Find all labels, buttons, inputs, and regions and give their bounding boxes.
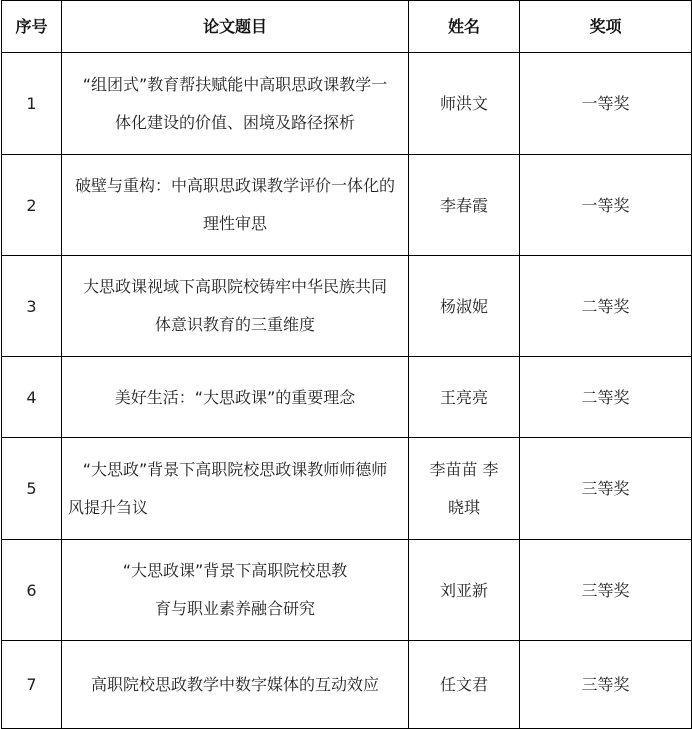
header-award: 奖项 [520, 1, 692, 53]
seq-cell: 1 [2, 53, 62, 155]
name-cell: 杨淑妮 [409, 256, 520, 357]
seq-cell: 6 [2, 540, 62, 641]
seq-cell: 2 [2, 155, 62, 256]
title-cell: 美好生活：“大思政课”的重要理念 [62, 357, 409, 438]
title-cell [62, 540, 409, 641]
seq-cell: 3 [2, 256, 62, 357]
title-cell [62, 438, 409, 540]
title-line: 体化建设的价值、困境及路径探析 [114, 112, 355, 132]
award-cell: 一等奖 [520, 155, 692, 256]
name-cell: 师洪文 [409, 53, 520, 155]
name-cell: 任文君 [409, 641, 520, 729]
name-line: 李苗苗 李 [429, 460, 499, 479]
title-line: 风提升刍议 [68, 497, 149, 517]
name-cell: 李春霞 [409, 155, 520, 256]
header-row [2, 1, 692, 53]
table-row [2, 256, 692, 357]
table-row [2, 540, 692, 641]
award-cell: 三等奖 [520, 540, 692, 641]
table-row [2, 438, 692, 540]
name-cell: 刘亚新 [409, 540, 520, 641]
seq-cell: 4 [2, 357, 62, 438]
header-seq: 序号 [2, 1, 62, 53]
title-cell [62, 256, 409, 357]
name-line: 晓琪 [447, 498, 480, 517]
title-cell [62, 155, 409, 256]
title-cell [62, 53, 409, 155]
award-cell: 二等奖 [520, 256, 692, 357]
award-cell: 三等奖 [520, 641, 692, 729]
award-cell: 二等奖 [520, 357, 692, 438]
title-line: 育与职业素养融合研究 [154, 599, 315, 618]
title-line: 大思政课视域下高职院校铸牢中华民族共同 [82, 277, 387, 296]
header-title: 论文题目 [62, 1, 409, 53]
seq-cell: 7 [2, 641, 62, 729]
table-row [2, 357, 692, 438]
seq-cell: 5 [2, 438, 62, 540]
title-line: 理性审思 [202, 214, 267, 233]
title-line: “大思政课”背景下高职院校思教 [122, 561, 348, 580]
award-cell: 三等奖 [520, 438, 692, 540]
name-cell: 王亮亮 [409, 357, 520, 438]
award-cell: 一等奖 [520, 53, 692, 155]
table-row [2, 53, 692, 155]
awards-table [1, 0, 692, 729]
table-row [2, 155, 692, 256]
header-name: 姓名 [409, 1, 520, 53]
title-line: “大思政”背景下高职院校思政课教师师德师 [82, 459, 388, 479]
title-line: “组团式”教育帮扶赋能中高职思政课教学一 [82, 74, 388, 94]
title-line: 体意识教育的三重维度 [154, 315, 315, 334]
title-cell: 高职院校思政教学中数字媒体的互动效应 [62, 641, 409, 729]
table-row [2, 641, 692, 729]
title-line: 破壁与重构：中高职思政课教学评价一体化的 [74, 176, 395, 195]
name-cell [409, 438, 520, 540]
